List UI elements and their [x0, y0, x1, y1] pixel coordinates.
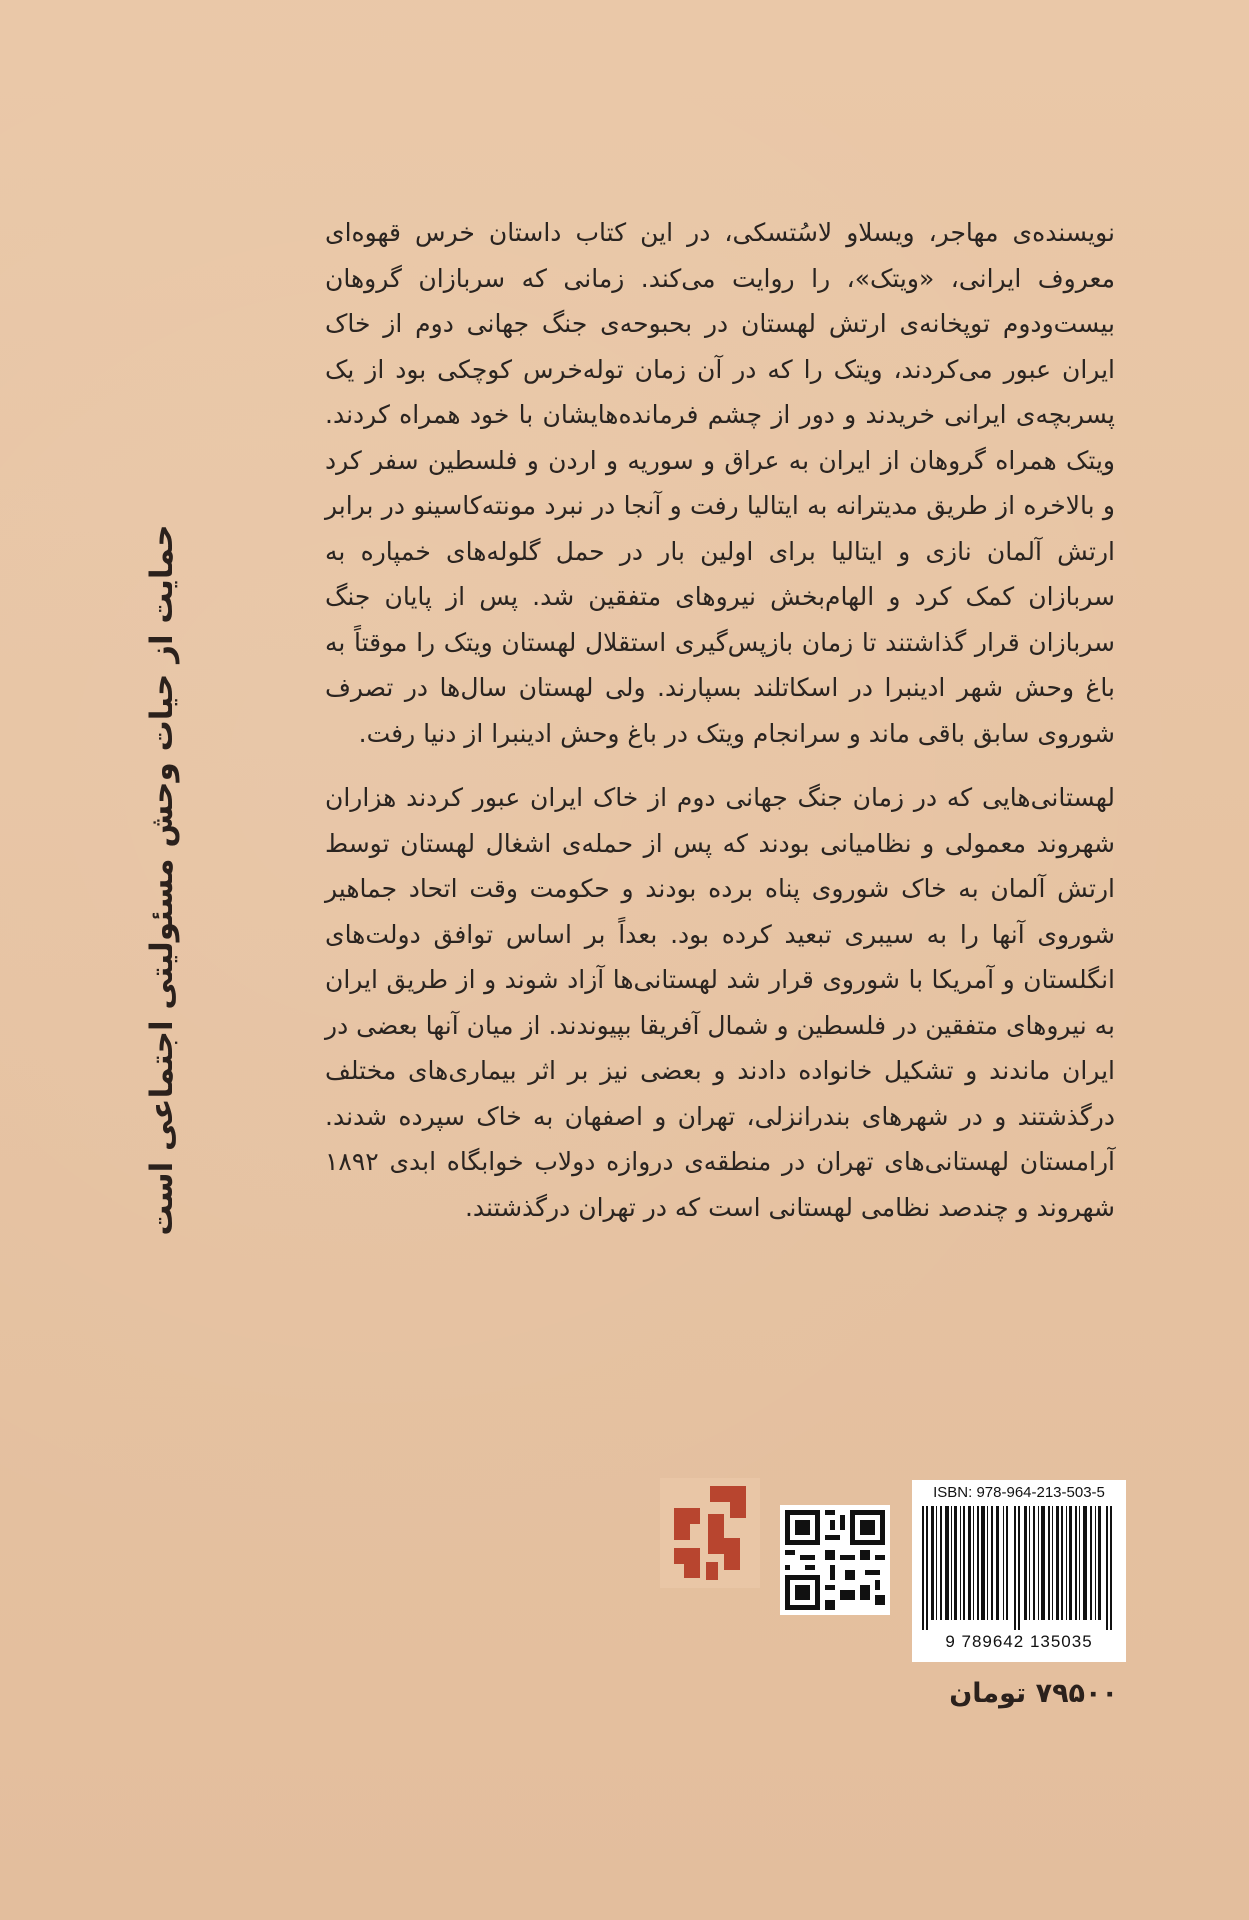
isbn-label: ISBN: 978-964-213-503-5: [933, 1484, 1105, 1501]
blurb-paragraph-2: لهستانی‌هایی که در زمان جنگ جهانی دوم از خاک ایران عبور کردند هزاران شهروند معمولی و نظامیانی بودند که پس از حمله‌ی اشغال لهستان توسط ارتش آلمان به خاک شوروی پناه برده بودند و حکومت وقت اتحاد جماهیر شوروی آنها را به سیبری تبعید کرده بود. بعداً بر اساس توافق دولت‌های انگلستان و آمریکا با شوروی قرار شد لهستانی‌ها آزاد شوند و از طریق ایران به نیروهای متفقین در فلسطین و شمال آفریقا بپیوندند. از میان آنها بعضی در ایران ماندند و تشکیل خانواده دادند و بعضی نیز بر اثر بیماری‌های مختلف درگذشتند و در شهرهای بندرانزلی، تهران و اصفهان به خاک سپرده شدند. آرامستان لهستانی‌های تهران در منطقه‌ی دروازه دولاب خوابگاه ابدی ۱۸۹۲ شهروند و چندصد نظامی لهستانی است که در تهران درگذشتند.: [325, 783, 1115, 1222]
vertical-slogan: حمایت از حیات وحش مسئولیتی اجتماعی است: [144, 524, 180, 1236]
qr-code-icon: [780, 1505, 890, 1615]
barcode-bars: [920, 1506, 1118, 1630]
blurb-text: [325, 210, 1115, 1249]
blurb-paragraph-1: نویسنده‌ی مهاجر، ویسلاو لاسُتسکی، در این کتاب داستان خرس قهوه‌ای معروف ایرانی، «ویتک»، را روایت می‌کند. زمانی که سربازان گروهان بیست‌ودوم توپخانه‌ی ارتش لهستان در بحبوحه‌ی جنگ جهانی دوم از خاک ایران عبور می‌کردند، ویتک را که در آن زمان توله‌خرس کوچکی بود از یک پسربچه‌ی ایرانی خریدند و دور از چشم فرمانده‌هایشان با خود همراه کردند. ویتک همراه گروهان از ایران به عراق و سوریه و اردن و فلسطین سفر کرد و بالاخره از طریق مدیترانه به ایتالیا رفت و آنجا در نبرد مونته‌کاسینو در برابر ارتش آلمان نازی و ایتالیا برای اولین بار در حمل گلوله‌های خمپاره به سربازان کمک کرد و الهام‌بخش نیروهای متفقین شد. پس از پایان جنگ سربازان قرار گذاشتند تا زمان بازپس‌گیری استقلال لهستان ویتک را موقتاً به باغ وحش شهر ادینبرا در اسکاتلند بسپارند. ولی لهستان سال‌ها در تصرف شوروی سابق باقی ماند و سرانجام ویتک در باغ وحش ادینبرا از دنیا رفت.: [325, 218, 1115, 748]
publisher-logo-icon: [660, 1478, 760, 1588]
barcode-number: 9 789642 135035: [945, 1632, 1093, 1651]
barcode: [912, 1480, 1126, 1662]
price-label: ۷۹۵۰۰ تومان: [949, 1678, 1118, 1709]
